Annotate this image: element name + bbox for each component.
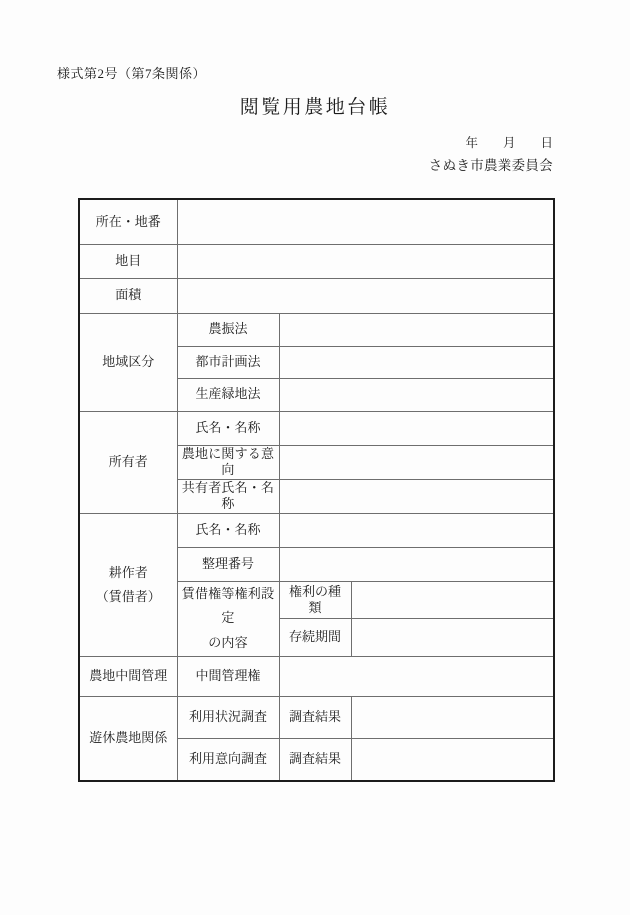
cell-value-farmland-intention (279, 445, 554, 479)
cell-value-right-type (351, 581, 554, 619)
cell-value-productive-green-law (279, 378, 554, 411)
row-label-area: 面積 (79, 278, 177, 313)
sub-label-duration: 存続期間 (279, 619, 351, 657)
table-row (79, 513, 554, 547)
section-label-region: 地域区分 (79, 313, 177, 411)
cell-value-land-category (177, 244, 554, 278)
lease-right-label-line1: 賃借権等権利設定 (181, 585, 275, 626)
sub-label-usage-intention-survey: 利用意向調査 (177, 738, 279, 781)
cell-value-area (177, 278, 554, 313)
cultivator-label-line2: （賃借者） (95, 588, 161, 604)
cell-value-cultivator-name (279, 513, 554, 547)
row-label-location: 所在・地番 (79, 199, 177, 244)
sub-label-city-planning-law: 都市計画法 (177, 346, 279, 378)
table-row (79, 278, 554, 313)
table-row (79, 199, 554, 244)
sub-label-usage-intention-result: 調査結果 (279, 738, 351, 781)
cell-value-noshin-law (279, 313, 554, 346)
farmland-ledger-table (78, 198, 555, 782)
date-line: 年 月 日 (465, 136, 553, 150)
sub-label-farmland-intention: 農地に関する意向 (177, 445, 279, 479)
section-label-intermediary: 農地中間管理 (79, 656, 177, 696)
sub-label-productive-green-law: 生産緑地法 (177, 378, 279, 411)
section-label-cultivator (79, 513, 177, 656)
sub-label-usage-status-survey: 利用状況調査 (177, 696, 279, 738)
cell-value-city-planning-law (279, 346, 554, 378)
page-title: 閲覧用農地台帳 (239, 97, 391, 118)
cell-value-duration (351, 619, 554, 657)
cell-value-owner-name (279, 411, 554, 445)
sub-label-right-type: 権利の種類 (279, 581, 351, 619)
table-row (79, 244, 554, 278)
row-label-land-category: 地目 (79, 244, 177, 278)
sub-label-reference-number: 整理番号 (177, 547, 279, 581)
table-row (79, 411, 554, 445)
cell-value-location (177, 199, 554, 244)
cell-value-usage-intention-result (351, 738, 554, 781)
sub-label-lease-right (177, 581, 279, 656)
cell-value-reference-number (279, 547, 554, 581)
table-row (79, 656, 554, 696)
cell-value-co-owner-name (279, 479, 554, 513)
section-label-owner: 所有者 (79, 411, 177, 513)
sub-label-cultivator-name: 氏名・名称 (177, 513, 279, 547)
form-number: 様式第2号（第7条関係） (57, 66, 207, 81)
sub-label-co-owner-name: 共有者氏名・名称 (177, 479, 279, 513)
cell-value-intermediary-right (279, 656, 554, 696)
section-label-idle-farmland: 遊休農地関係 (79, 696, 177, 781)
table-row (79, 313, 554, 346)
table-row (79, 696, 554, 738)
cell-value-usage-status-result (351, 696, 554, 738)
lease-right-label-line2: の内容 (208, 634, 248, 650)
sub-label-noshin-law: 農振法 (177, 313, 279, 346)
cultivator-label-line1: 耕作者 (108, 565, 148, 581)
sub-label-owner-name: 氏名・名称 (177, 411, 279, 445)
sub-label-intermediary-right: 中間管理権 (177, 656, 279, 696)
sub-label-usage-status-result: 調査結果 (279, 696, 351, 738)
organization-name: さぬき市農業委員会 (428, 158, 553, 173)
